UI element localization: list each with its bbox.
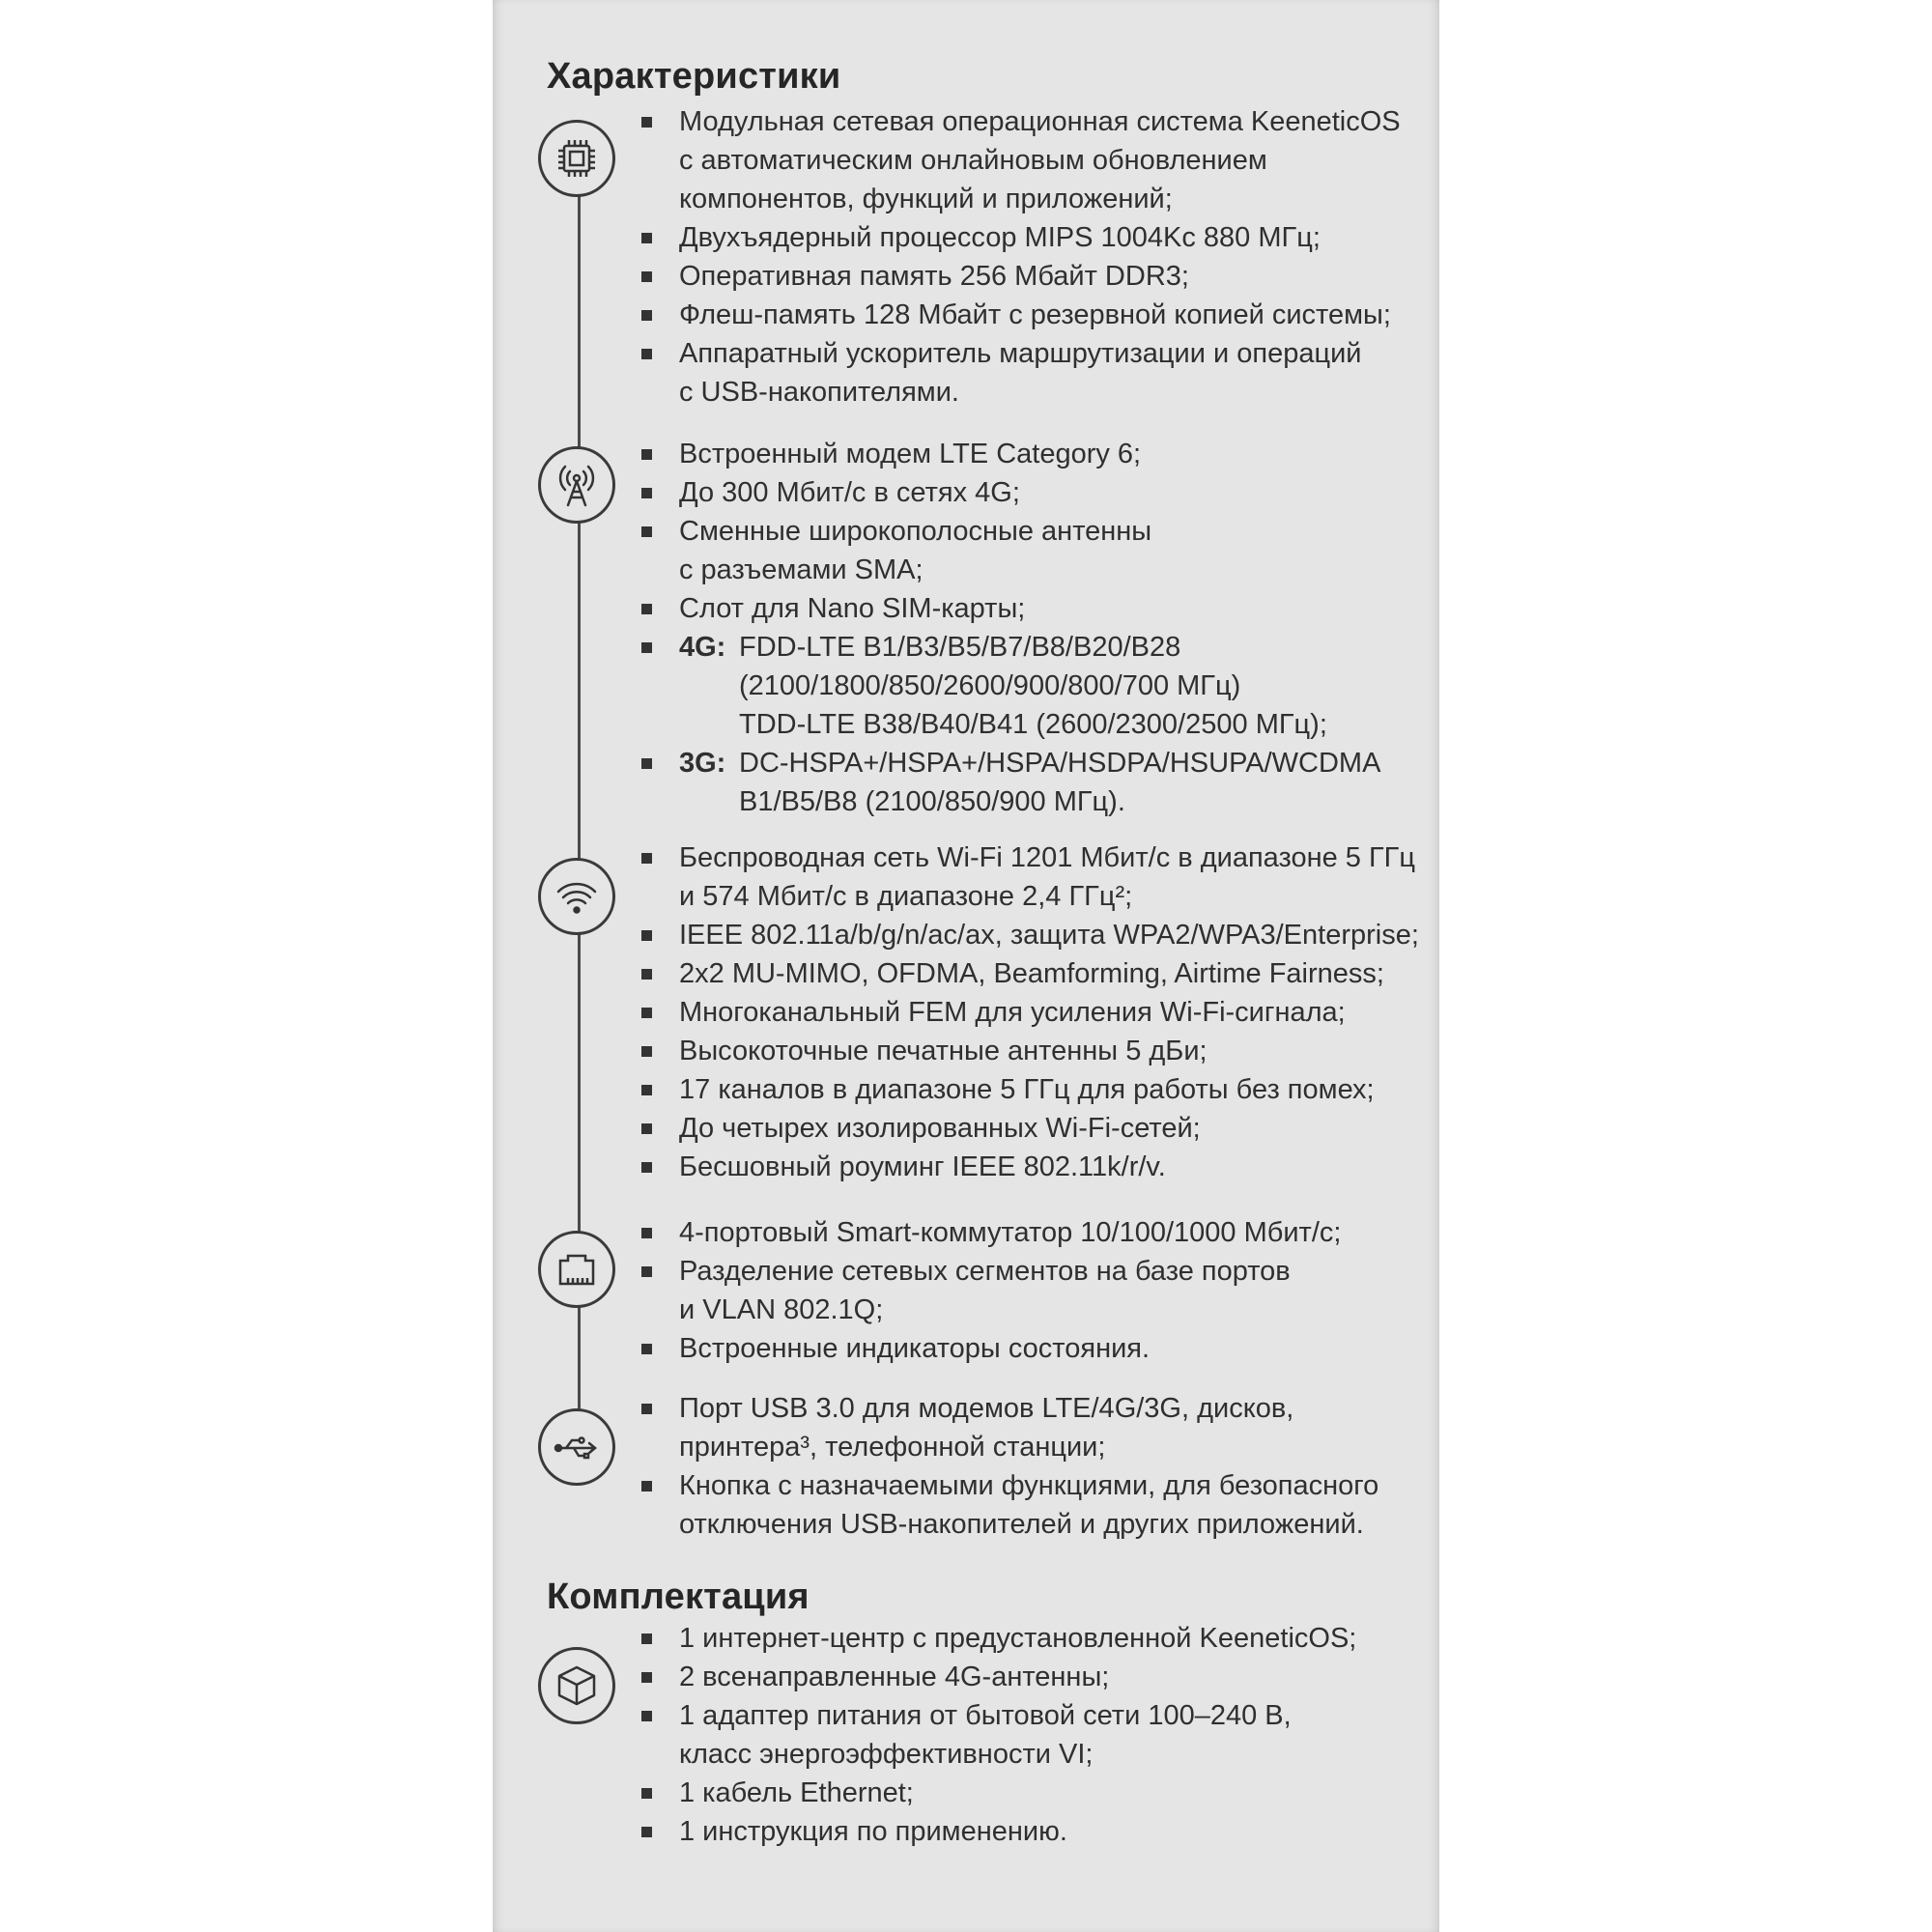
spec-list-wifi [638, 838, 1420, 1186]
spec-list-usb [638, 1389, 1420, 1544]
list-item: Высокоточные печатные антенны 5 дБи; [638, 1032, 1420, 1070]
spec-list-switch [638, 1213, 1420, 1368]
wifi-icon [538, 858, 615, 935]
list-item: Кнопка с назначаемыми функциями, для безопасного отключения USB-накопителей и других приложений. [638, 1466, 1420, 1544]
band-label-3g: 3G: [679, 748, 726, 779]
cpu-chip-icon [538, 120, 615, 197]
spec-list-system [638, 102, 1420, 412]
specs-heading: Характеристики [547, 56, 841, 97]
list-item: До 300 Мбит/с в сетях 4G; [638, 473, 1420, 512]
package-list [638, 1619, 1420, 1851]
list-item: 1 адаптер питания от бытовой сети 100–240 В, класс энергоэффективности VI; [638, 1696, 1420, 1774]
list-item-4g-bands: 4G: FDD-LTE B1/B3/B5/B7/B8/B20/B28 (2100/1800/850/2600/900/800/700 МГц) TDD-LTE B38/B40/B41 (2600/2300/2500 МГц); [638, 628, 1420, 744]
list-item: 1 интернет-центр с предустановленной KeeneticOS; [638, 1619, 1420, 1658]
list-item: Сменные широкополосные антенны с разъемами SMA; [638, 512, 1420, 589]
list-item: 4-портовый Smart-коммутатор 10/100/1000 Мбит/с; [638, 1213, 1420, 1252]
list-item: Двухъядерный процессор MIPS 1004Kc 880 МГц; [638, 218, 1420, 257]
list-item: До четырех изолированных Wi-Fi-сетей; [638, 1109, 1420, 1148]
list-item: Бесшовный роуминг IEEE 802.11k/r/v. [638, 1148, 1420, 1186]
list-item-3g-bands: 3G: DC-HSPA+/HSPA+/HSPA/HSDPA/HSUPA/WCDMA B1/B5/B8 (2100/850/900 МГц). [638, 744, 1420, 821]
cellular-antenna-icon [538, 446, 615, 524]
list-item: 1 инструкция по применению. [638, 1812, 1420, 1851]
list-item: Модульная сетевая операционная система KeeneticOS с автоматическим онлайновым обновлением компонентов, функций и приложений; [638, 102, 1420, 218]
usb-icon [538, 1408, 615, 1486]
spec-sheet-panel [493, 0, 1439, 1932]
list-item: Слот для Nano SIM-карты; [638, 589, 1420, 628]
spec-list-lte [638, 435, 1420, 821]
list-item: 17 каналов в диапазоне 5 ГГц для работы без помех; [638, 1070, 1420, 1109]
list-item: Многоканальный FEM для усиления Wi-Fi-сигнала; [638, 993, 1420, 1032]
list-item: Порт USB 3.0 для модемов LTE/4G/3G, дисков, принтера³, телефонной станции; [638, 1389, 1420, 1466]
list-item: Беспроводная сеть Wi-Fi 1201 Мбит/с в диапазоне 5 ГГц и 574 Мбит/с в диапазоне 2,4 ГГц²; [638, 838, 1420, 916]
list-item: Аппаратный ускоритель маршрутизации и операций с USB-накопителями. [638, 334, 1420, 412]
list-item: Разделение сетевых сегментов на базе портов и VLAN 802.1Q; [638, 1252, 1420, 1329]
list-item: Встроенные индикаторы состояния. [638, 1329, 1420, 1368]
list-item: Встроенный модем LTE Category 6; [638, 435, 1420, 473]
ethernet-port-icon [538, 1231, 615, 1308]
list-item: 2 всенаправленные 4G-антенны; [638, 1658, 1420, 1696]
list-item: Оперативная память 256 Мбайт DDR3; [638, 257, 1420, 296]
list-item: 1 кабель Ethernet; [638, 1774, 1420, 1812]
band-label-4g: 4G: [679, 632, 726, 663]
package-heading: Комплектация [547, 1577, 810, 1617]
list-item: Флеш-память 128 Мбайт с резервной копией системы; [638, 296, 1420, 334]
list-item: 2x2 MU-MIMO, OFDMA, Beamforming, Airtime Fairness; [638, 954, 1420, 993]
box-icon [538, 1647, 615, 1724]
list-item: IEEE 802.11a/b/g/n/ac/ax, защита WPA2/WPA3/Enterprise; [638, 916, 1420, 954]
